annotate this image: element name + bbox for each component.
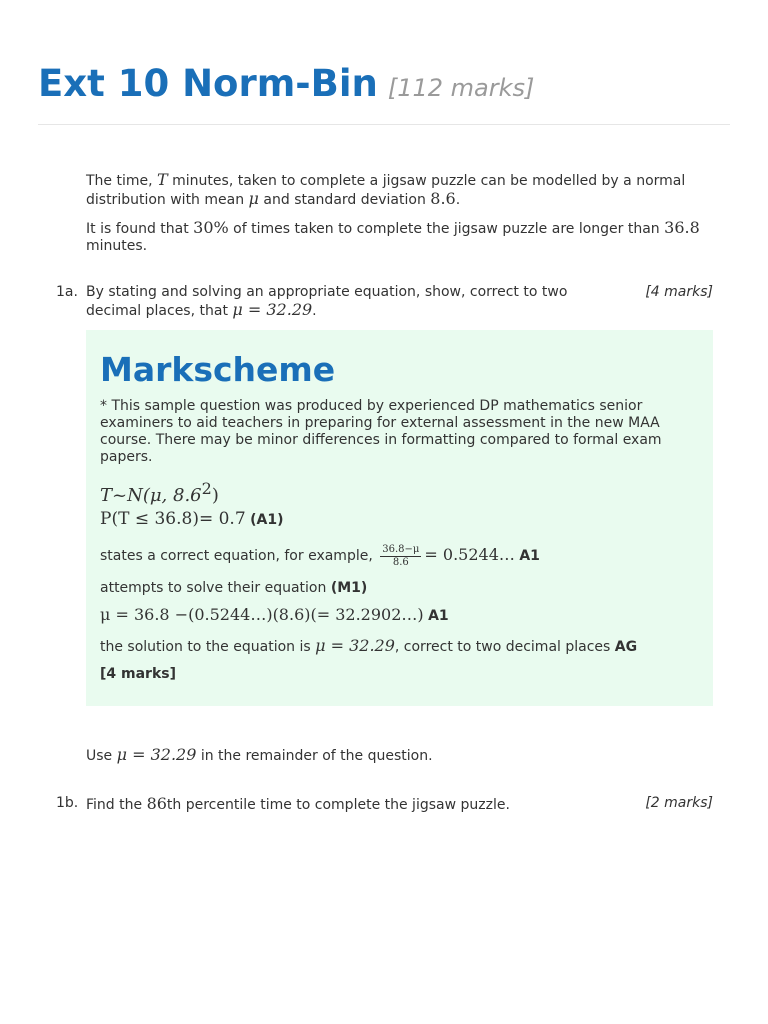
mark-code: A1: [519, 548, 540, 564]
math-value: 36.8: [664, 218, 700, 237]
math-mu: μ: [248, 189, 259, 208]
mark-code: (M1): [330, 580, 368, 596]
intro-text: minutes.: [86, 238, 148, 254]
question-number-1b: 1b.: [56, 795, 79, 811]
math-probability: P(T ≤ 36.8)= 0.7: [100, 509, 246, 529]
math-sd: 8.6: [430, 189, 456, 208]
math-equation: = 0.5244…: [424, 545, 515, 564]
markscheme-text: states a correct equation, for example,: [100, 548, 378, 564]
question-text: .: [312, 303, 317, 319]
intro-text: The time,: [86, 173, 158, 189]
question-text: th percentile time to complete the jigsaw puzzle.: [166, 797, 510, 813]
math-mu-value: μ = 32.29: [116, 745, 197, 764]
intro-paragraph-2: [86, 219, 714, 255]
mark-code: (A1): [250, 512, 284, 528]
intro-text: It is found that: [86, 221, 194, 237]
note-text: Use: [86, 748, 117, 764]
math-equation: μ = 36.8 −(0.5244…)(8.6)(= 32.2902…): [100, 605, 424, 624]
markscheme-line-4: [100, 580, 700, 597]
math-percent: 30%: [193, 218, 229, 237]
question-1b-marks: [2 marks]: [645, 795, 713, 811]
question-text: By stating and solving an appropriate equation, show, correct to two decimal places, that: [86, 284, 568, 319]
intro-text: and standard deviation: [258, 192, 431, 208]
markscheme-box: [86, 330, 713, 706]
markscheme-line-1: [100, 478, 700, 507]
intro-text: minutes, taken to complete a jigsaw puzzle can be modelled by a normal distribution with mean: [86, 173, 686, 208]
markscheme-total: [4 marks]: [100, 666, 176, 682]
markscheme-line-5: [100, 606, 700, 625]
markscheme-note: * This sample question was produced by experienced DP mathematics senior examiners to aid teachers in preparing for external assessment in the new MAA course. There may be minor differences in formatting compared to formal exam papers.: [100, 398, 662, 465]
intro-text: of times taken to complete the jigsaw puzzle are longer than: [228, 221, 665, 237]
note-text: in the remainder of the question.: [196, 748, 433, 764]
math-mu-value: μ = 32.29: [232, 300, 313, 319]
intro-text: .: [455, 192, 461, 208]
fraction-numerator: 36.8−μ: [382, 543, 420, 555]
fraction-denominator: 8.6: [392, 556, 409, 568]
markscheme-line-3: [100, 541, 700, 570]
question-text: Find the: [86, 797, 147, 813]
question-number-1a: 1a.: [56, 284, 78, 300]
question-1b-text: [86, 795, 626, 814]
math-exponent: 2: [201, 479, 212, 498]
mark-code: AG: [614, 639, 638, 655]
markscheme-line-6: [100, 637, 700, 656]
math-distribution: T~N(μ, 8.6: [100, 485, 202, 506]
markscheme-text: the solution to the equation is: [100, 639, 316, 655]
page-header: [38, 62, 730, 125]
math-paren: ): [211, 485, 219, 506]
total-marks: [112 marks]: [387, 74, 535, 102]
use-note: [86, 746, 714, 765]
math-fraction: [380, 544, 421, 569]
question-1a-marks: [4 marks]: [645, 284, 713, 300]
question-1a-text: [86, 284, 626, 320]
markscheme-text: , correct to two decimal places: [394, 639, 615, 655]
page-title: Ext 10 Norm-Bin: [38, 62, 378, 105]
markscheme-text: attempts to solve their equation: [100, 580, 331, 596]
math-T: T: [157, 170, 168, 189]
intro-paragraph-1: [86, 171, 714, 209]
math-percentile: 86: [146, 794, 167, 813]
markscheme-line-2: [100, 511, 700, 529]
math-mu-value: μ = 32.29: [315, 636, 395, 655]
markscheme-title: Markscheme: [100, 350, 336, 389]
mark-code: A1: [428, 608, 449, 624]
